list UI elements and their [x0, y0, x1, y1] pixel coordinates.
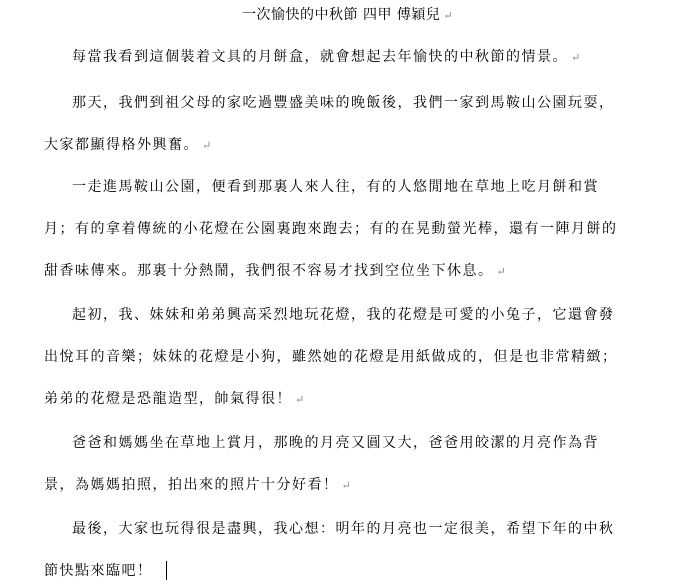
- paragraph-mark-icon: ↵: [295, 393, 305, 406]
- text-line: 每當我看到這個裝着文具的月餅盒，就會想起去年愉快的中秋節的情景。 ↵: [72, 49, 581, 65]
- text-line: 景，為媽媽拍照，拍出來的照片十分好看！ ↵: [44, 477, 351, 493]
- paragraph-mark-icon: ↵: [443, 9, 453, 22]
- text-line: 爸爸和媽媽坐在草地上賞月，那晚的月亮又圓又大，爸爸用皎潔的月亮作為背: [72, 435, 599, 451]
- paragraph-mark-icon: ↵: [496, 265, 506, 278]
- text-cursor: [166, 561, 167, 580]
- text-line: 節快點來臨吧！: [44, 563, 153, 579]
- document-title: 一次愉快的中秋節 四甲 傅穎兒 ↵: [242, 7, 453, 23]
- text-line: 那天，我們到祖父母的家吃過豐盛美味的晚飯後，我們一家到馬鞍山公園玩耍，: [72, 95, 615, 111]
- text-line: 出悅耳的音樂；妹妹的花燈是小狗，雖然她的花燈是用紙做成的，但是也非常精緻；: [44, 349, 618, 365]
- text-line: 大家都顯得格外興奮。 ↵: [44, 137, 212, 153]
- text-line: 最後，大家也玩得很是盡興，我心想：明年的月亮也一定很美，希望下年的中秋: [72, 521, 615, 537]
- paragraph-mark-icon: ↵: [202, 139, 212, 152]
- text-line: 弟弟的花燈是恐龍造型，帥氣得很！ ↵: [44, 391, 305, 407]
- text-line: 起初，我、妹妹和弟弟興高采烈地玩花燈，我的花燈是可愛的小兔子，它還會發: [72, 307, 615, 323]
- paragraph-mark-icon: ↵: [571, 51, 581, 64]
- paragraph-mark-icon: ↵: [341, 479, 351, 492]
- text-line: 月；有的拿着傳統的小花燈在公園裏跑來跑去；有的在晃動螢光棒，還有一陣月餅的: [44, 221, 618, 237]
- text-line: 一走進馬鞍山公園，便看到那裏人來人往，有的人悠閒地在草地上吃月餅和賞: [72, 179, 599, 195]
- text-line: 甜香味傳來。那裏十分熱鬧，我們很不容易才找到空位坐下休息。 ↵: [44, 263, 506, 279]
